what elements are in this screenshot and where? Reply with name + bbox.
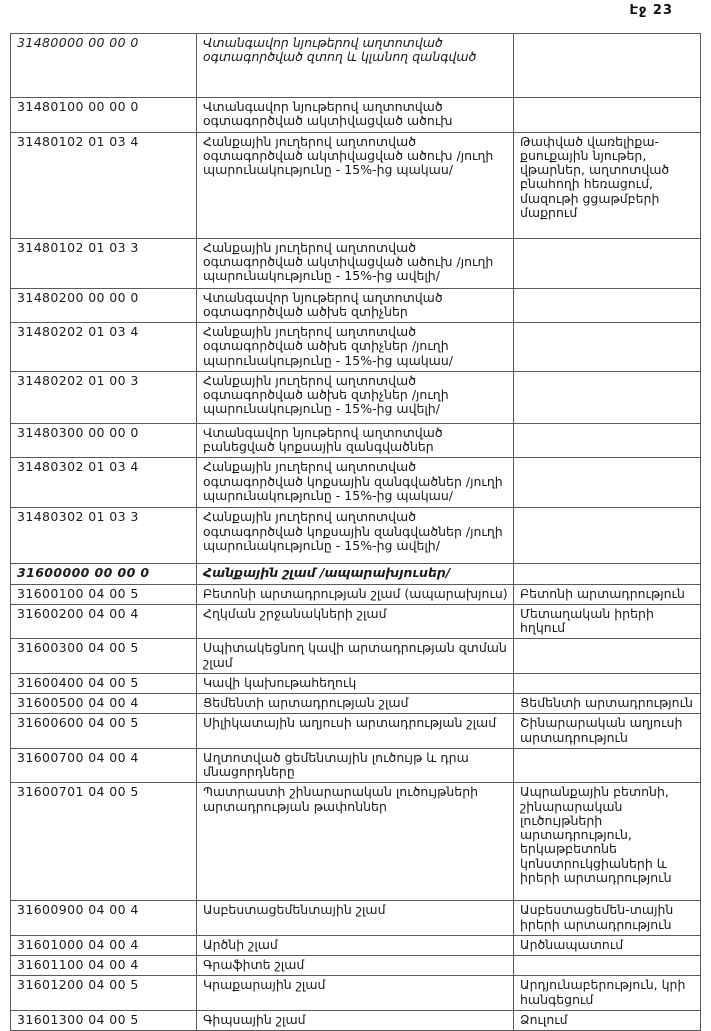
table-row: [11, 238, 701, 288]
note-cell: [514, 238, 701, 288]
description-cell: Վտանգավոր նյութերով աղտոտված օգտագործված ածխե զտիչներ: [197, 288, 514, 323]
table-row: [11, 604, 701, 639]
code-cell: 31480102 01 03 4: [11, 132, 197, 238]
note-cell: [514, 458, 701, 508]
table-row: [11, 508, 701, 564]
table-row: [11, 783, 701, 901]
table-row: [11, 132, 701, 238]
description-cell: Գրաֆիտե շլամ: [197, 956, 514, 976]
code-cell: 31480202 01 00 3: [11, 371, 197, 423]
note-cell: [514, 34, 701, 98]
note-cell: [514, 956, 701, 976]
code-cell: 31480000 00 00 0: [11, 34, 197, 98]
code-cell: 31480102 01 03 3: [11, 238, 197, 288]
table-row: [11, 956, 701, 976]
code-cell: 31600400 04 00 5: [11, 673, 197, 693]
description-cell: Հանքային յուղերով աղտոտված օգտագործված կոքսային զանգվածներ /յուղի պարունակությունը - 15%-ից պակաս/: [197, 458, 514, 508]
note-cell: Շինարարական աղյուսի արտադրություն: [514, 714, 701, 749]
description-cell: Աղտոտված ցեմենտային լուծույթ և դրա մնացորդները: [197, 748, 514, 783]
note-cell: [514, 288, 701, 323]
table-row: [11, 639, 701, 674]
description-cell: Գիպսային շլամ: [197, 1010, 514, 1030]
table-row: [11, 694, 701, 714]
description-cell: Կավի կախութահեղուկ: [197, 673, 514, 693]
table-row: [11, 748, 701, 783]
table-row: [11, 901, 701, 936]
note-cell: Ասբեստացեմեն-տային իրերի արտադրություն: [514, 901, 701, 936]
description-cell: Հանքային յուղերով աղտոտված օգտագործված ակտիվացված ածուխ /յուղի պարունակությունը - 15%-ից պակաս/: [197, 132, 514, 238]
code-cell: 31480202 01 03 4: [11, 323, 197, 372]
table-row: [11, 976, 701, 1011]
description-cell: Կրաքարային շլամ: [197, 976, 514, 1011]
description-cell: Սպիտակեցնող կավի արտադրության զտման շլամ: [197, 639, 514, 674]
description-cell: Հանքային յուղերով աղտոտված օգտագործված ածխե զտիչներ /յուղի պարունակությունը - 15%-ից պակաս/: [197, 323, 514, 372]
code-cell: 31601100 04 00 4: [11, 956, 197, 976]
code-cell: 31480100 00 00 0: [11, 98, 197, 133]
code-cell: 31601200 04 00 5: [11, 976, 197, 1011]
note-cell: [514, 323, 701, 372]
note-cell: Մետաղական իրերի հղկում: [514, 604, 701, 639]
note-cell: Արծնապատում: [514, 935, 701, 955]
code-cell: 31601000 04 00 4: [11, 935, 197, 955]
waste-classification-table: [10, 33, 701, 1031]
note-cell: [514, 673, 701, 693]
note-cell: [514, 371, 701, 423]
note-cell: [514, 98, 701, 133]
code-cell: 31600900 04 00 4: [11, 901, 197, 936]
table-row: [11, 714, 701, 749]
description-cell: Հանքային շլամ /ապարախյուսեր/: [197, 564, 514, 584]
description-cell: Հանքային յուղերով աղտոտված օգտագործված ածխե զտիչներ /յուղի պարունակությունը - 15%-ից ավելի/: [197, 371, 514, 423]
note-cell: Արդյունաբերություն, կրի հանգեցում: [514, 976, 701, 1011]
description-cell: Հանքային յուղերով աղտոտված օգտագործված կոքսային զանգվածներ /յուղի պարունակությունը - 15%-ից ավելի/: [197, 508, 514, 564]
description-cell: Ասբեստացեմենտային շլամ: [197, 901, 514, 936]
table-row: [11, 584, 701, 604]
description-cell: Բետոնի արտադրության շլամ (ապարախյուս): [197, 584, 514, 604]
note-cell: Ապրանքային բետոնի, շինարարական լուծույթների արտադրություն, երկաթբետոնե կոնստրուկցիաների և իրերի արտադրություն: [514, 783, 701, 901]
note-cell: [514, 748, 701, 783]
note-cell: Ձուլում: [514, 1010, 701, 1030]
table-row: [11, 371, 701, 423]
description-cell: Ցեմենտի արտադրության շլամ: [197, 694, 514, 714]
code-cell: 31480200 00 00 0: [11, 288, 197, 323]
code-cell: 31600700 04 00 4: [11, 748, 197, 783]
table-row: [11, 323, 701, 372]
note-cell: [514, 508, 701, 564]
table-row: [11, 564, 701, 584]
description-cell: Սիլիկատային աղյուսի արտադրության շլամ: [197, 714, 514, 749]
note-cell: Ցեմենտի արտադրություն: [514, 694, 701, 714]
description-cell: Պատրաստի շինարարական լուծույթների արտադրության թափոններ: [197, 783, 514, 901]
code-cell: 31600000 00 00 0: [11, 564, 197, 584]
description-cell: Վտանգավոր նյութերով աղտոտված օգտագործված ակտիվացված ածուխ: [197, 98, 514, 133]
table-body: [11, 34, 701, 1031]
note-cell: Թափված վառելիքա-քսուքային նյութեր, վթարներ, աղտոտված բնահողի հեռացում, մազութի ցցաթմբերի մաքրում: [514, 132, 701, 238]
code-cell: 31480300 00 00 0: [11, 423, 197, 458]
code-cell: 31601300 04 00 5: [11, 1010, 197, 1030]
code-cell: 31600600 04 00 5: [11, 714, 197, 749]
code-cell: 31480302 01 03 4: [11, 458, 197, 508]
description-cell: Հղկման շրջանակների շլամ: [197, 604, 514, 639]
table-row: [11, 98, 701, 133]
note-cell: [514, 564, 701, 584]
table-row: [11, 34, 701, 98]
description-cell: Հանքային յուղերով աղտոտված օգտագործված ակտիվացված ածուխ /յուղի պարունակությունը - 15%-ից ավելի/: [197, 238, 514, 288]
code-cell: 31600200 04 00 4: [11, 604, 197, 639]
code-cell: 31600500 04 00 4: [11, 694, 197, 714]
table-row: [11, 673, 701, 693]
description-cell: Վտանգավոր նյութերով աղտոտված օգտագործված զտող և կլանող զանգված: [197, 34, 514, 98]
code-cell: 31480302 01 03 3: [11, 508, 197, 564]
table-row: [11, 288, 701, 323]
description-cell: Արծնի շլամ: [197, 935, 514, 955]
table-row: [11, 423, 701, 458]
table-row: [11, 935, 701, 955]
note-cell: [514, 639, 701, 674]
description-cell: Վտանգավոր նյութերով աղտոտված բանեցված կոքսային զանգվածներ: [197, 423, 514, 458]
table-row: [11, 458, 701, 508]
note-cell: [514, 423, 701, 458]
code-cell: 31600701 04 00 5: [11, 783, 197, 901]
code-cell: 31600100 04 00 5: [11, 584, 197, 604]
note-cell: Բետոնի արտադրություն: [514, 584, 701, 604]
table-row: [11, 1010, 701, 1030]
page-number: Էջ 23: [629, 3, 673, 18]
code-cell: 31600300 04 00 5: [11, 639, 197, 674]
